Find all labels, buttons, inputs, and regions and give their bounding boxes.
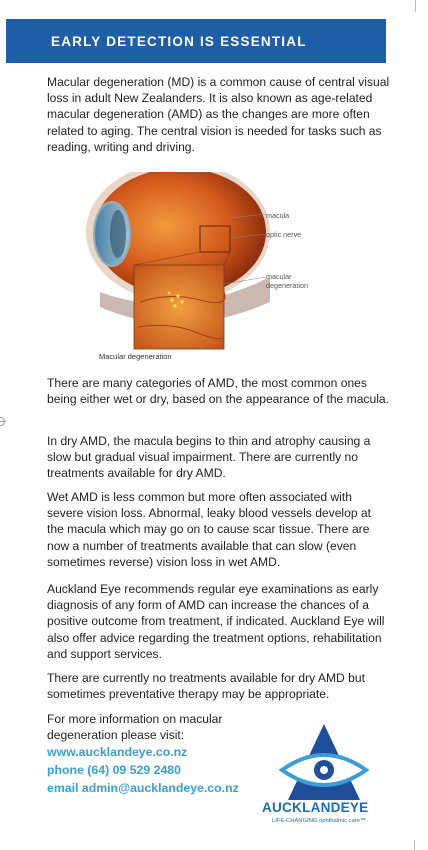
logo-pupil-highlight: [320, 766, 328, 774]
iris: [110, 210, 126, 258]
phone-link[interactable]: phone (64) 09 529 2480: [47, 763, 181, 777]
figure-label-macular-degeneration: macular degeneration: [266, 272, 308, 290]
therapy-paragraph: There are currently no treatments available for dry AMD but sometimes preventative therapy may be appropriate.: [47, 671, 365, 702]
logo-name-eye: EYE: [340, 800, 369, 815]
drusen-spot: [173, 304, 176, 307]
section-banner: [6, 19, 386, 63]
logo-name-auckland: AUCKLAND: [262, 800, 341, 815]
drusen-spot: [176, 294, 179, 297]
logo-wordmark: [262, 800, 392, 815]
eye-illustration: [60, 172, 360, 372]
retina-closeup: [134, 265, 224, 349]
recommendation-paragraph: Auckland Eye recommends regular eye examinations as early diagnosis of any form of AMD can increase the chances of a positive outcome from treatment, if indicated. Auckland Eye will also offer advice regarding the treatment options, rehabilitation and support services.: [47, 582, 385, 661]
wet-amd-paragraph: Wet AMD is less common but more often associated with severe vision loss. Abnormal, leaky blood vessels develop at the macula which may go on to cause scar tissue. There are now a number of treatments available that can slow (even sometimes reverse) vision loss in wet AMD.: [47, 490, 372, 569]
contact-intro: For more information on macular degeneration please visit:: [47, 712, 223, 742]
crop-mark: [415, 0, 428, 12]
drusen-spot: [170, 298, 173, 301]
logo-tagline: LIFE-CHANGING ophthalmic care™: [272, 818, 366, 824]
crop-mark: [0, 421, 6, 422]
intro-paragraph: Macular degeneration (MD) is a common cause of central visual loss in adult New Zealanders. It is also known as age-related macular degeneration (AMD) as the changes are more often related to aging. The central vision is needed for tasks such as reading, writing and driving.: [47, 75, 390, 154]
website-link[interactable]: www.aucklandeye.co.nz: [47, 745, 188, 759]
figure-caption: Macular degeneration: [99, 352, 172, 361]
banner-title: EARLY DETECTION IS ESSENTIAL: [51, 33, 307, 49]
categories-paragraph: There are many categories of AMD, the most common ones being either wet or dry, based on the appearance of the macula.: [47, 376, 389, 407]
figure-label-macula: macula: [266, 211, 290, 220]
email-link[interactable]: email admin@aucklandeye.co.nz: [47, 781, 239, 795]
dry-amd-paragraph: In dry AMD, the macula begins to thin and atrophy causing a slow but gradual visual impairment. There are currently no treatments available for dry AMD.: [47, 434, 371, 481]
drusen-spot: [168, 292, 171, 295]
figure-label-optic-nerve: optic nerve: [266, 230, 302, 239]
crop-mark: [414, 840, 428, 850]
drusen-spot: [180, 300, 183, 303]
